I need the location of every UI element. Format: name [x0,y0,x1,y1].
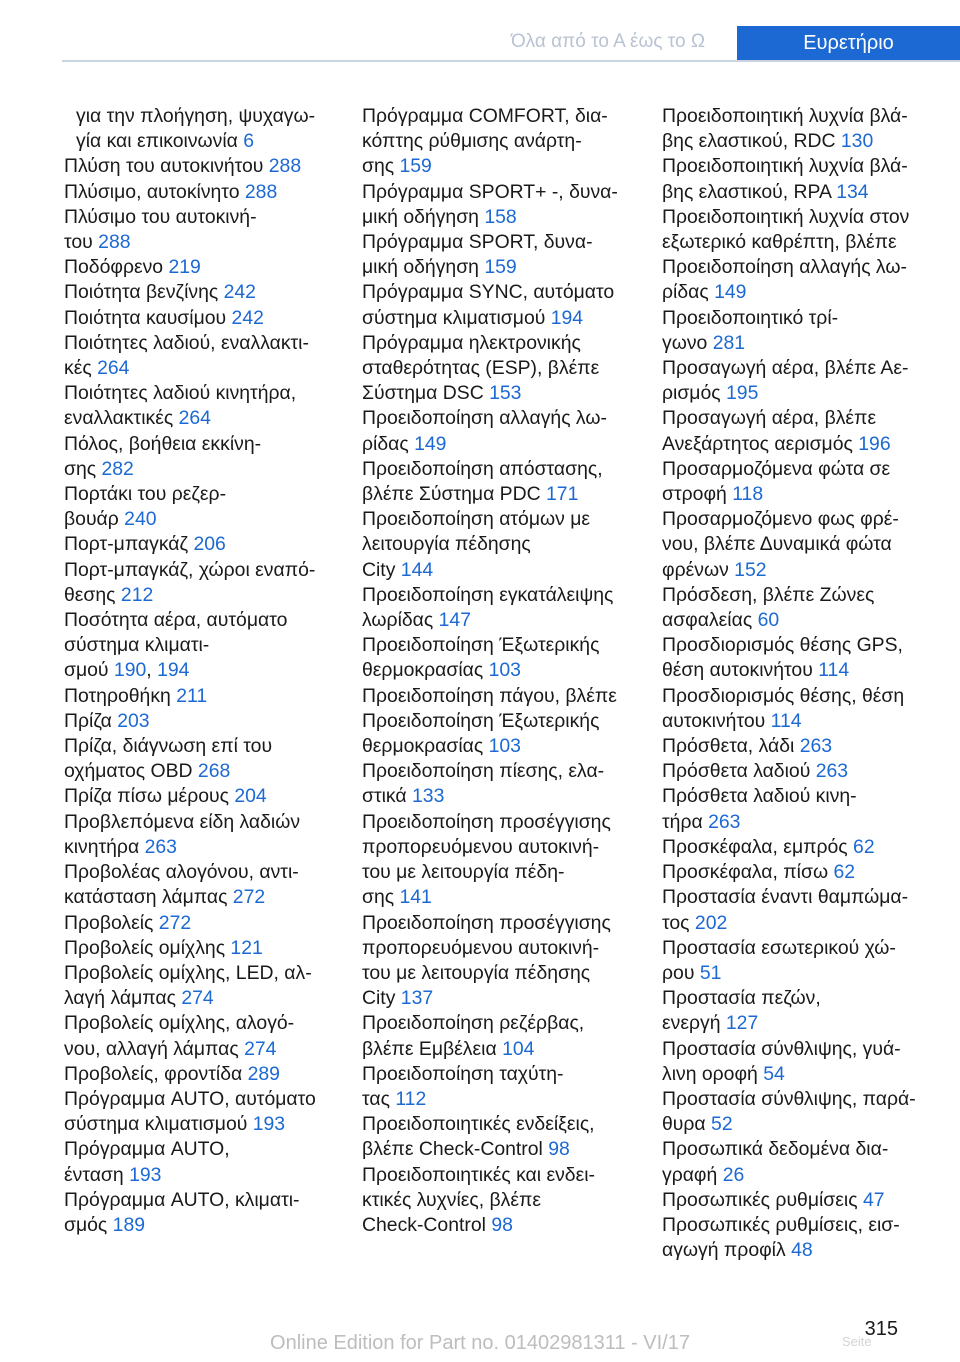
page-reference-link[interactable]: 121 [230,936,263,959]
page-reference-link[interactable]: 51 [699,961,722,984]
index-entry [64,936,344,961]
index-entry-line: νου, αλλαγή λάμπας 274 [64,1037,277,1060]
index-entry-line: στροφή 118 [662,483,764,506]
index-entry-line: Πρόγραμμα AUTO, αυτόματο [64,1087,316,1110]
page-reference-link[interactable]: 137 [400,987,434,1010]
page-reference-link[interactable]: 104 [502,1037,535,1060]
index-entry-line: Πορτ-μπαγκάζ, χώροι εναπό- [64,558,316,581]
index-entry-line: Ποδόφρενο 219 [64,256,201,279]
index-entry-line: στικά 133 [362,785,445,808]
page-reference-link[interactable]: 112 [395,1087,427,1110]
index-entry [662,205,942,306]
index-entry-line: Πορτάκι του ρεζερ- [64,483,227,506]
index-entry-line: Προβολείς ομίχλης, LED, αλ- [64,961,312,984]
index-entry-line: Σύστημα DSC 153 [362,382,522,405]
index-entry-line: Προσωπικές ρυθμίσεις, εισ- [662,1213,900,1236]
index-entry-line: του με λειτουργία πέδη- [362,861,565,884]
index-entry [662,684,942,734]
page-reference-link[interactable]: 6 [243,130,255,153]
index-entry-line: Προειδοποίηση αλλαγής λω- [362,407,607,430]
index-entry [64,532,344,557]
index-column-2 [362,104,642,1238]
index-entry-line: Προσαρμοζόμενο φως φρέ- [662,508,899,531]
index-entry [662,633,942,683]
page-number: 315 [864,1318,898,1340]
index-entry [362,1163,642,1239]
index-entry-line: Πρόγραμμα SYNC, αυτόματο [362,281,615,304]
page-reference-link[interactable]: 54 [763,1062,785,1085]
index-entry [662,734,942,759]
page-reference-link[interactable]: 194 [157,659,190,682]
index-entry [64,280,344,305]
index-entry-line: Πλύσιμο του αυτοκινή- [64,205,257,228]
index-entry [662,306,942,356]
index-entry-line: Προειδοποίηση αλλαγής λω- [662,256,907,279]
index-entry-line: Προειδοποιητικές ενδείξεις, [362,1113,595,1136]
index-entry [362,507,642,583]
index-entry-line: Πρόγραμμα SPORT, δυνα- [362,231,593,254]
page-reference-link[interactable]: 264 [97,357,130,380]
index-entry-line: αγωγή προφίλ 48 [662,1239,813,1262]
index-entry-line: Προειδοποιητική λυχνία βλά- [662,105,908,127]
index-entry-line: σης 282 [64,457,134,480]
index-entry [64,860,344,910]
index-entry-line: βης ελαστικού, RPA 134 [662,180,869,203]
page-reference-link[interactable]: 189 [112,1213,146,1236]
index-entry-line: Προστασία σύνθλιψης, παρά- [662,1087,916,1110]
page-reference-link[interactable]: 141 [399,886,432,909]
page-reference-link[interactable]: 133 [412,785,445,808]
index-entry-line: γραφή 26 [662,1163,745,1186]
index-column-1 [64,104,344,1238]
index-entry-line: Πρίζα, διάγνωση επί του [64,735,273,758]
index-entry [362,810,642,911]
index-entry [64,734,344,784]
index-entry [662,507,942,583]
index-entry-line: λειτουργία πέδησης [362,533,531,556]
index-entry [64,432,344,482]
index-entry [662,1087,942,1137]
index-entry [362,583,642,633]
index-entry-line: φρένων 152 [662,558,767,581]
index-entry-line: κόπτης ρύθμισης ανάρτη- [362,130,582,153]
index-entry-line: Πρόγραμμα SPORT+ -, δυνα- [362,180,618,203]
index-entry-line: ένταση 193 [64,1163,162,1186]
index-entry-line: ρίδας 149 [362,432,447,455]
index-entry-line: Προειδοποίηση ταχύτη- [362,1062,564,1085]
index-entry-line: θερμοκρασίας 103 [362,735,521,758]
index-entry-line: Πρόσθετα λαδιού κινη- [662,785,857,808]
index-entry-line: γωνο 281 [662,331,746,354]
page-reference-link[interactable]: 114 [770,709,802,732]
index-entry-line: κατάσταση λάμπας 272 [64,886,266,909]
page-reference-link[interactable]: 171 [546,483,579,506]
index-entry-line: βλέπε Σύστημα PDC 171 [362,483,579,506]
page-reference-link[interactable]: 48 [791,1239,813,1262]
footer-edition-text: Online Edition for Part no. 01402981311 - VI/17 [270,1332,690,1354]
page-reference-link[interactable]: 118 [732,483,764,506]
index-entry-line: βλέπε Check-Control 98 [362,1138,570,1161]
index-entry [662,1213,942,1263]
index-entry [64,1011,344,1061]
page-reference-link[interactable]: 62 [853,835,875,858]
page-reference-link[interactable]: 289 [247,1062,280,1085]
page-reference-link[interactable]: 204 [234,785,267,808]
page-reference-link[interactable]: 268 [197,760,231,783]
index-entry-line: Προσαρμοζόμενα φώτα σε [662,457,891,480]
index-entry-line: Πρίζα 203 [64,709,150,732]
index-entry-line: τας 112 [362,1087,427,1110]
index-entry-line: οχήματος OBD 268 [64,760,231,783]
page-reference-link[interactable]: 114 [818,659,850,682]
page-reference-link[interactable]: 196 [858,432,891,455]
index-entry-line: Ποτηροθήκη 211 [64,684,208,707]
page-reference-link[interactable]: 288 [268,155,302,178]
index-entry [362,1112,642,1162]
index-entry-line: Ποιότητα καυσίμου 242 [64,306,264,329]
index-entry [64,961,344,1011]
index-entry-line: Πρόγραμμα AUTO, [64,1138,230,1161]
page-reference-link[interactable]: 274 [244,1037,277,1060]
index-entry-line: Προσαγωγή αέρα, βλέπε Αε- [662,357,909,380]
index-entry [662,1188,942,1213]
index-entry-line: City 137 [362,987,434,1010]
page-reference-link[interactable]: 52 [711,1113,733,1136]
index-entry [662,986,942,1036]
page-reference-link[interactable]: 134 [836,180,869,203]
index-entry [362,684,642,760]
page-reference-link[interactable]: 127 [725,1012,759,1035]
index-entry-line: σταθερότητας (ESP), βλέπε [362,357,600,380]
index-entry-line: σύστημα κλιματισμού 194 [362,306,584,329]
index-entry-line: Πρόσθετα λαδιού 263 [662,760,849,783]
index-entry [64,180,344,205]
index-entry-line: Ποσότητα αέρα, αυτόματο [64,609,288,632]
index-column-3 [662,104,942,1263]
index-entry [64,709,344,734]
index-entry-line: Προσδιορισμός θέσης, θέση [662,684,905,707]
index-entry [662,885,942,935]
index-entry-line: του 288 [64,231,131,254]
page-reference-link[interactable]: 147 [438,609,471,632]
index-entry-line: Προστασία έναντι θαμπώμα- [662,886,909,909]
index-entry-line: Προσκέφαλα, πίσω 62 [662,861,856,884]
index-entry-line: σης 141 [362,886,432,909]
index-entry-line: Προστασία σύνθλιψης, γυά- [662,1037,901,1060]
index-entry [662,104,942,154]
index-entry-line: City 144 [362,558,434,581]
page-reference-link[interactable]: 159 [484,256,517,279]
index-entry [662,356,942,406]
index-entry-line: Προειδοποίηση πίεσης, ελα- [362,760,605,783]
index-entry-line: σμός 189 [64,1213,146,1236]
index-entry-line: εναλλακτικές 264 [64,407,211,430]
index-entry-line: Πορτ-μπαγκάζ 206 [64,533,226,556]
page-reference-link[interactable]: 263 [815,760,849,783]
index-entry-line: λινη οροφή 54 [662,1062,785,1085]
index-entry-line: Πλύση του αυτοκινήτου 288 [64,155,302,178]
index-entry [64,306,344,331]
index-entry-line: Πρίζα πίσω μέρους 204 [64,785,267,808]
page-reference-link[interactable]: 130 [840,130,874,153]
index-entry [362,280,642,330]
page-reference-link[interactable]: 103 [488,735,521,758]
index-entry-line: βης ελαστικού, RDC 130 [662,130,874,153]
index-entry [362,331,642,407]
index-entry-line: Προειδοποιητική λυχνία στον [662,205,910,228]
index-entry [662,154,942,204]
index-entry-line: Προειδοποιητικές και ενδει- [362,1163,595,1186]
index-entry-line: κές 264 [64,357,130,380]
page-reference-link[interactable]: 149 [414,432,447,455]
index-entry-line: γία και επικοινωνία 6 [76,130,255,153]
index-entry [362,633,642,683]
index-entry-line: Προειδοποίηση απόστασης, [362,457,603,480]
page-reference-link[interactable]: 263 [144,835,177,858]
index-entry-line: Πρόγραμμα ηλεκτρονικής [362,331,581,354]
page-reference-link[interactable]: 263 [708,810,741,833]
index-entry-line: Πρόσθετα, λάδι 263 [662,735,833,758]
page-reference-link[interactable]: 288 [244,180,278,203]
page-reference-link[interactable]: 242 [223,281,256,304]
index-entry [64,104,344,154]
index-entry-line: Προειδοποίηση Έξωτερικής [362,709,600,732]
index-entry-line: Ποιότητες λαδιού κινητήρα, [64,382,297,405]
page-reference-link[interactable]: 159 [399,155,432,178]
index-entry-line: ρου 51 [662,961,722,984]
page-reference-link[interactable]: 193 [252,1113,286,1136]
index-entry-line: Πρόσδεση, βλέπε Ζώνες [662,583,875,606]
index-entry [662,784,942,834]
index-entry-line: του με λειτουργία πέδησης [362,961,591,984]
page-reference-link[interactable]: 158 [484,205,517,228]
index-entry [362,1062,642,1112]
page-reference-link[interactable]: 103 [488,659,521,682]
index-entry [64,1062,344,1087]
index-entry-line: Προσαγωγή αέρα, βλέπε [662,407,877,430]
page-reference-link[interactable]: 272 [232,886,266,909]
index-entry [362,180,642,230]
page-reference-link[interactable]: 212 [120,583,154,606]
index-entry-line: νου, βλέπε Δυναμικά φώτα [662,533,892,556]
page-reference-link[interactable]: 264 [178,407,211,430]
index-entry-line: κτικές λυχνίες, βλέπε [362,1188,542,1211]
index-entry-line: Προβολείς ομίχλης 121 [64,936,263,959]
page-reference-link[interactable]: 206 [193,533,226,556]
page-reference-link[interactable]: 195 [726,382,759,405]
index-entry-line: μική οδήγηση 158 [362,205,517,228]
index-entry-line: Προβολείς 272 [64,911,192,934]
index-entry [662,406,942,456]
index-entry [64,482,344,532]
index-entry-line: Πρόγραμμα AUTO, κλιματι- [64,1188,300,1211]
index-entry-line: προπορευόμενου αυτοκινή- [362,936,600,959]
index-entry-line: κινητήρα 263 [64,835,177,858]
page-reference-link[interactable]: 203 [117,709,150,732]
index-entry-line: λαγή λάμπας 274 [64,987,214,1010]
index-entry-line: Προσωπικές ρυθμίσεις 47 [662,1188,885,1211]
index-entry-line: λωρίδας 147 [362,609,471,632]
index-entry-line: ασφαλείας 60 [662,609,780,632]
index-entry-line: σμού 190, 194 [64,659,190,682]
index-entry-line: εξωτερικό καθρέπτη, βλέπε [662,231,897,254]
footer-watermark: Seite [842,1334,872,1349]
index-entry-line: τήρα 263 [662,810,741,833]
page-reference-link[interactable]: 242 [231,306,264,329]
index-entry-line: θέση αυτοκινήτου 114 [662,659,850,682]
page-reference-link[interactable]: 202 [694,911,728,934]
index-entry-line: Check-Control 98 [362,1213,513,1236]
index-entry [662,835,942,860]
index-entry-line: Ποιότητες λαδιού, εναλλακτι- [64,331,309,354]
index-entry-line: Προειδοποίηση προσέγγισης [362,810,611,833]
index-entry-line: Προειδοποίηση ατόμων με [362,508,591,531]
index-entry [362,104,642,180]
index-entry [362,457,642,507]
page-reference-link[interactable]: 194 [550,306,584,329]
index-tab[interactable]: Ευρετήριο [737,26,960,60]
index-entry [64,810,344,860]
page-reference-link[interactable]: 98 [548,1138,570,1161]
page-reference-link[interactable]: 281 [712,331,746,354]
header-divider [62,60,960,62]
index-entry-line: βουάρ 240 [64,508,157,531]
index-entry-line: σύστημα κλιματισμού 193 [64,1113,286,1136]
index-entry-line: ενεργή 127 [662,1012,759,1035]
index-entry [64,784,344,809]
page-reference-link[interactable]: 274 [181,987,214,1010]
index-entry-line: για την πλοήγηση, ψυχαγω- [76,105,316,127]
index-entry-line: Προστασία εσωτερικού χώ- [662,936,896,959]
index-entry [362,230,642,280]
index-entry-line: Ανεξάρτητος αερισμός 196 [662,432,891,455]
index-entry-line: θερμοκρασίας 103 [362,659,521,682]
page-reference-link[interactable]: 62 [833,861,856,884]
index-entry [64,1188,344,1238]
index-entry [64,381,344,431]
index-entry-line: Προσωπικά δεδομένα δια- [662,1138,889,1161]
index-entry-line: ρίδας 149 [662,281,747,304]
index-entry [64,154,344,179]
index-entry-line: Πόλος, βοήθεια εκκίνη- [64,432,262,455]
index-entry-line: βλέπε Εμβέλεια 104 [362,1037,535,1060]
index-entry [64,684,344,709]
index-entry-line: μική οδήγηση 159 [362,256,517,279]
index-entry [662,1137,942,1187]
index-entry-line: σης 159 [362,155,432,178]
index-entry [662,1037,942,1087]
index-entry-line: Πρόγραμμα COMFORT, δια- [362,105,608,127]
page-reference-link[interactable]: 98 [491,1213,513,1236]
page-reference-link[interactable]: 211 [176,684,208,707]
page-reference-link[interactable]: 144 [400,558,434,581]
index-entry-line: προπορευόμενου αυτοκινή- [362,835,600,858]
index-entry-line: θεσης 212 [64,583,154,606]
index-entry-line: αυτοκινήτου 114 [662,709,802,732]
index-entry-line: Προβλεπόμενα είδη λαδιών [64,810,301,833]
index-entry [662,457,942,507]
index-entry [362,406,642,456]
page-reference-link[interactable]: 282 [101,457,134,480]
index-entry-line: θυρα 52 [662,1113,733,1136]
index-entry-line: Προβολείς ομίχλης, αλογό- [64,1012,295,1035]
index-entry-line: Προστασία πεζών, [662,987,821,1010]
page-reference-link[interactable]: 149 [714,281,747,304]
index-entry-line: Προβολέας αλογόνου, αντι- [64,861,299,884]
page-reference-link[interactable]: 60 [757,609,780,632]
page-reference-link[interactable]: 240 [124,508,157,531]
page-reference-link[interactable]: 47 [862,1188,885,1211]
index-entry [362,759,642,809]
index-entry-line: Προειδοποίηση πάγου, βλέπε [362,684,617,707]
page-reference-link[interactable]: 193 [129,1163,162,1186]
index-entry [64,331,344,381]
page-header [0,0,960,62]
page-reference-link[interactable]: 263 [799,735,833,758]
index-entry-line: Προσδιορισμός θέσης GPS, [662,634,903,657]
index-entry [64,255,344,280]
index-entry [662,936,942,986]
section-tab[interactable]: Όλα από το Α έως το Ω [510,31,706,52]
index-entry [662,860,942,885]
index-entry [64,205,344,255]
index-entry-line: Προβολείς, φροντίδα 289 [64,1062,280,1085]
index-entry-line: Προειδοποιητική λυχνία βλά- [662,155,908,178]
page-reference-link[interactable]: 219 [168,256,201,279]
index-entry [64,1087,344,1137]
index-entry [64,558,344,608]
index-entry [362,911,642,1012]
index-entry-line: Προειδοποίηση ρεζέρβας, [362,1012,585,1035]
index-entry-line: Προειδοποίηση εγκατάλειψης [362,583,614,606]
index-entry [64,608,344,684]
index-entry-line: ρισμός 195 [662,382,759,405]
index-entry-line: τος 202 [662,911,728,934]
page-reference-link[interactable]: 190 [113,659,147,682]
page-reference-link[interactable]: 152 [734,558,767,581]
index-entry-line: Προειδοποιητικό τρί- [662,306,839,329]
page-reference-link[interactable]: 288 [98,231,131,254]
index-entry [64,911,344,936]
index-entry-line: Προειδοποίηση προσέγγισης [362,911,611,934]
page-reference-link[interactable]: 26 [722,1163,745,1186]
index-entry-line: Ποιότητα βενζίνης 242 [64,281,256,304]
index-entry [662,583,942,633]
index-entry [362,1011,642,1061]
page-reference-link[interactable]: 153 [489,382,522,405]
page-reference-link[interactable]: 272 [158,911,192,934]
index-entry [64,1137,344,1187]
index-entry-line: Πλύσιμο, αυτοκίνητο 288 [64,180,278,203]
index-entry-line: Προειδοποίηση Έξωτερικής [362,634,600,657]
index-entry-line: σύστημα κλιματι- [64,634,210,657]
index-entry-line: Προσκέφαλα, εμπρός 62 [662,835,875,858]
index-entry [662,759,942,784]
